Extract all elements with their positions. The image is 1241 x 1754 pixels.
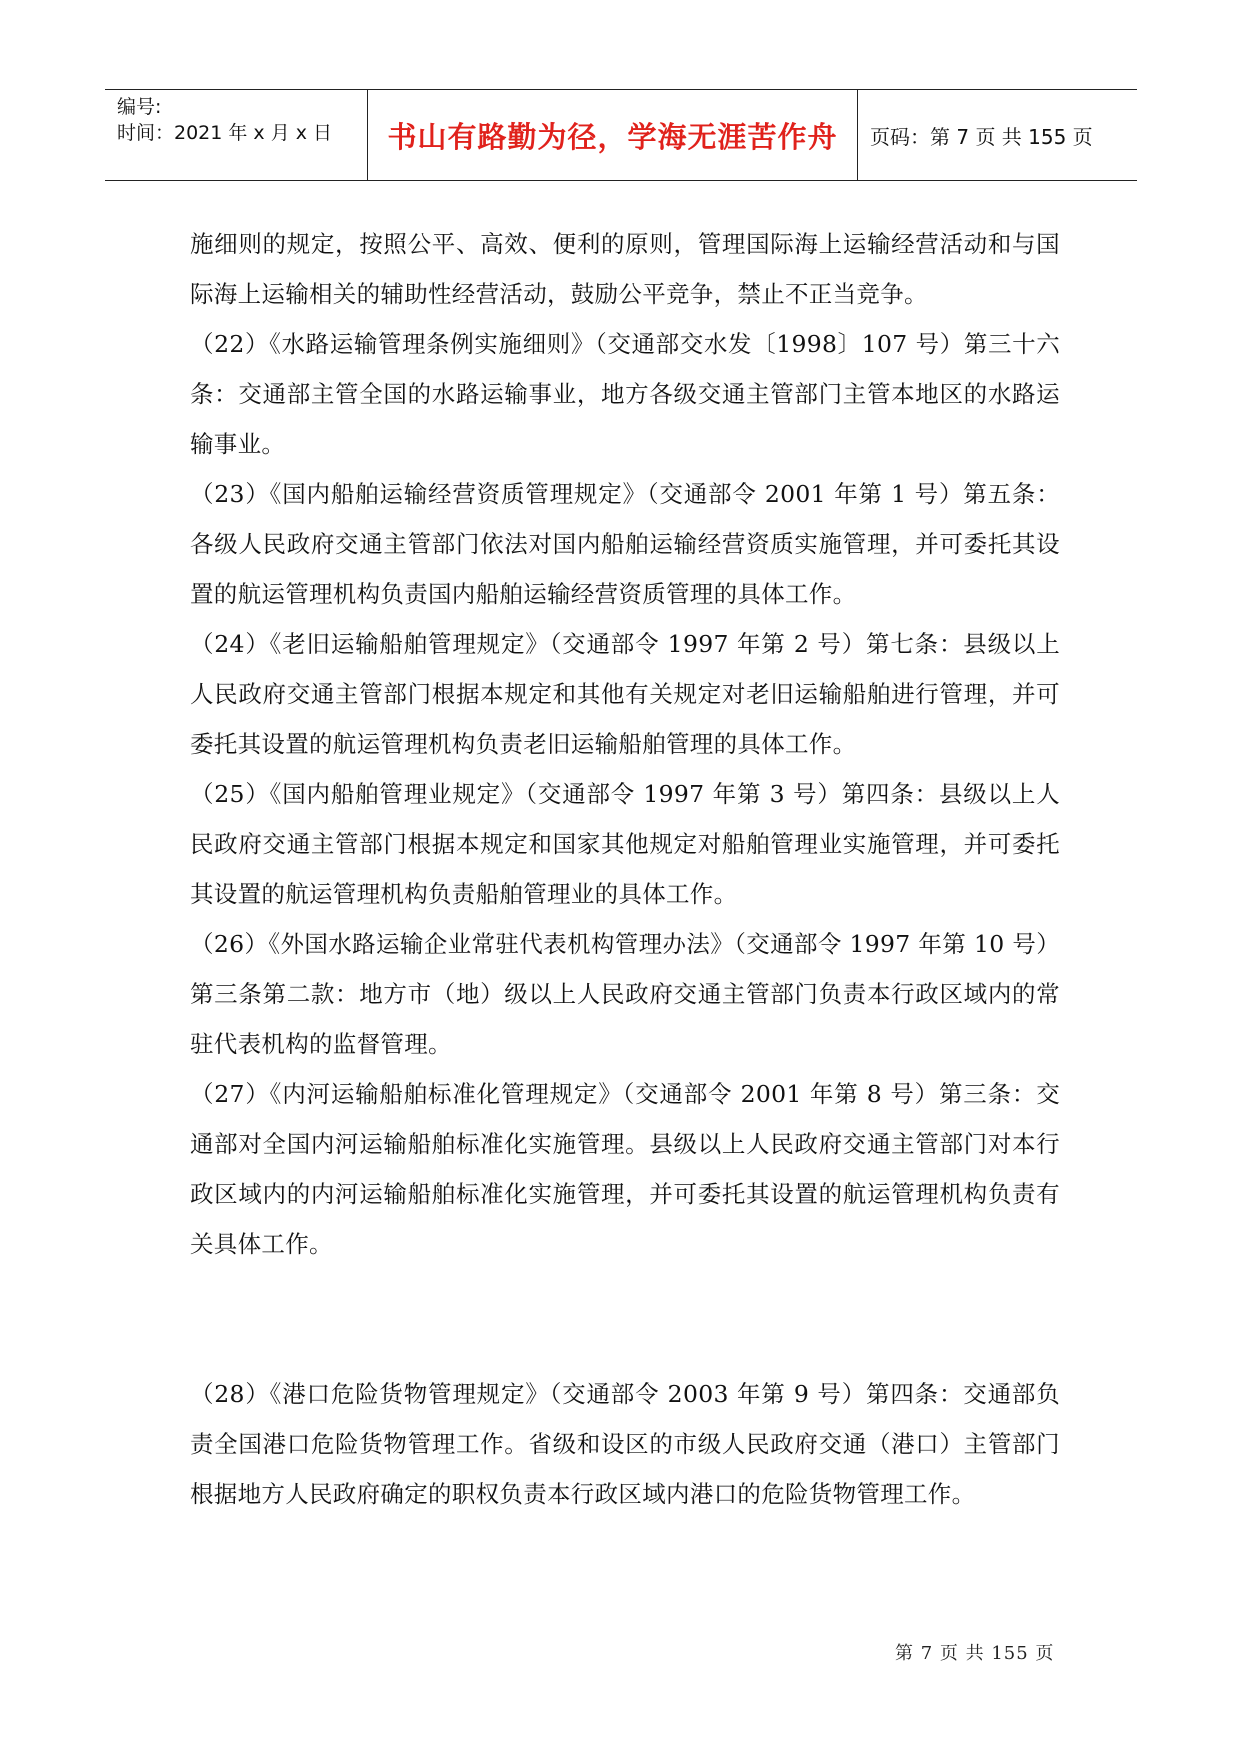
header-motto: 书山有路勤为径，学海无涯苦作舟 xyxy=(368,90,858,180)
header-page-number: 页码：第 7 页 共 155 页 xyxy=(870,124,1093,149)
page-footer: 第 7 页 共 155 页 xyxy=(895,1643,1055,1664)
paragraph: （25）《国内船舶管理业规定》（交通部令 1997 年第 3 号）第四条：县级以上人民政府交通主管部门根据本规定和国家其他规定对船舶管理业实施管理，并可委托其设置的航运管理机构负责船舶管理业的具体工作。 xyxy=(190,780,1060,908)
paragraph: （26）《外国水路运输企业常驻代表机构管理办法》（交通部令 1997 年第 10 号）第三条第二款：地方市（地）级以上人民政府交通主管部门负责本行政区域内的常驻代表机构的监督管理。 xyxy=(190,930,1060,1058)
document-body xyxy=(190,219,1060,1519)
paragraph: （27）《内河运输船舶标准化管理规定》（交通部令 2001 年第 8 号）第三条：交通部对全国内河运输船舶标准化实施管理。县级以上人民政府交通主管部门对本行政区域内的内河运输船舶标准化实施管理，并可委托其设置的航运管理机构负责有关具体工作。 xyxy=(190,1080,1060,1258)
paragraph: 施细则的规定，按照公平、高效、便利的原则，管理国际海上运输经营活动和与国际海上运输相关的辅助性经营活动，鼓励公平竞争，禁止不正当竞争。 xyxy=(190,230,1060,308)
document-time-label: 时间：2021 年 x 月 x 日 xyxy=(117,122,333,144)
page-header xyxy=(105,89,1137,181)
header-info-cell xyxy=(105,90,368,180)
document-number-label: 编号: xyxy=(117,96,162,118)
paragraph: （23）《国内船舶运输经营资质管理规定》（交通部令 2001 年第 1 号）第五条：各级人民政府交通主管部门依法对国内船舶运输经营资质实施管理，并可委托其设置的航运管理机构负责国内船舶运输经营资质管理的具体工作。 xyxy=(190,480,1060,608)
paragraph: （24）《老旧运输船舶管理规定》（交通部令 1997 年第 2 号）第七条：县级以上人民政府交通主管部门根据本规定和其他有关规定对老旧运输船舶进行管理，并可委托其设置的航运管理机构负责老旧运输船舶管理的具体工作。 xyxy=(190,630,1060,758)
paragraph: （28）《港口危险货物管理规定》（交通部令 2003 年第 9 号）第四条：交通部负责全国港口危险货物管理工作。省级和设区的市级人民政府交通（港口）主管部门根据地方人民政府确定的职权负责本行政区域内港口的危险货物管理工作。 xyxy=(190,1380,1060,1508)
paragraph: （22）《水路运输管理条例实施细则》（交通部交水发〔1998〕107 号）第三十六条：交通部主管全国的水路运输事业，地方各级交通主管部门主管本地区的水路运输事业。 xyxy=(190,330,1060,458)
